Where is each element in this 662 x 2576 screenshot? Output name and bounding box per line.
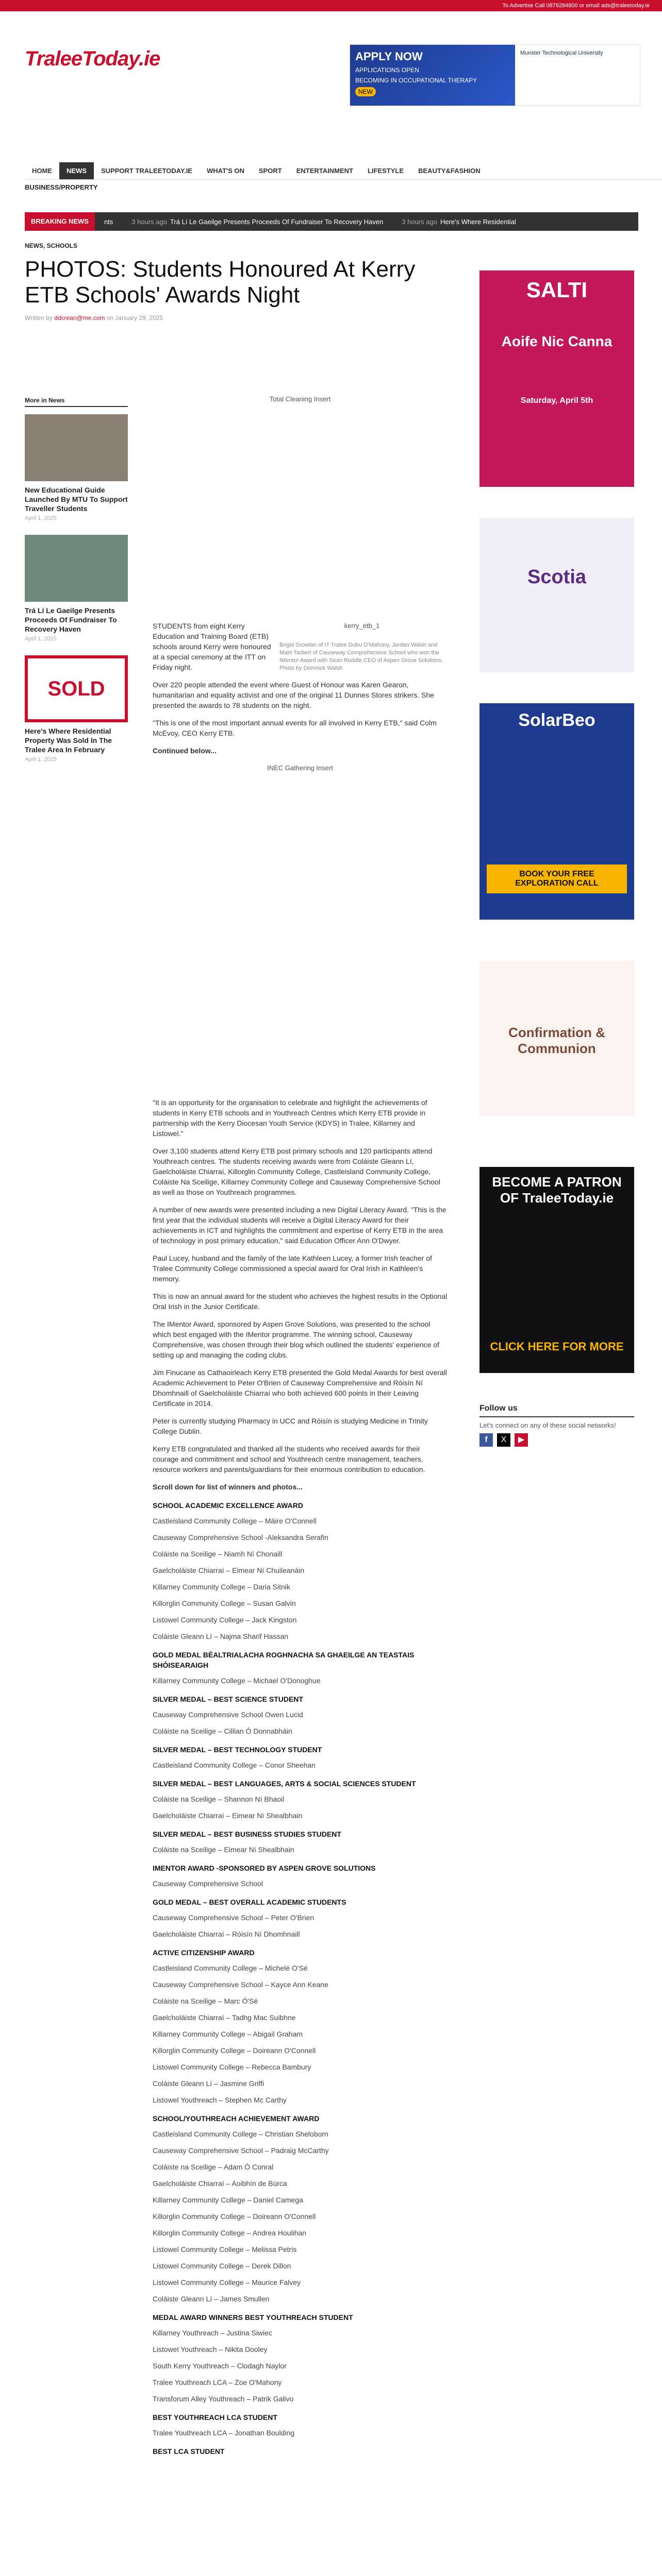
winner-entry: Listowel Community College – Derek Dillon [153, 2262, 291, 2270]
ad-title: APPLY NOW [355, 50, 423, 63]
list-item[interactable]: Trá Lí Le Gaeilge Presents Proceeds Of Fundraiser To Recovery Haven April 1, 2025 [25, 535, 128, 642]
site-logo[interactable]: TraleeToday.ie [25, 47, 160, 70]
winner-entry: Killorglin Community College – Doireann O'Connell [153, 2212, 316, 2221]
main-nav [25, 162, 662, 180]
winner-entry: Coláiste Gleann Lí – Najma Sharif Hassan [153, 1632, 289, 1640]
image-caption: Brigid Growlan of IT Tralee Dubu O'Mahony, Jordan Walsh and Mairt Tarbert of Causeway Comprehensive School who won the IMentor Award with Sean Ruddle CEO of Aspen Grove Solutions. Photo by Domnick Walsh [279, 642, 443, 671]
follow-us: Follow us Let's connect on any of these social networks! f X ▶ [479, 1404, 634, 1447]
continued-label: Continued below... [153, 747, 217, 755]
list-item[interactable]: New Educational Guide Launched By MTU To Support Traveller Students April 1, 2025 [25, 414, 128, 521]
header-ad[interactable] [350, 44, 640, 106]
winner-entry: Coláiste na Sceilige – Marc Ó'Sé [153, 1997, 258, 2005]
award-heading: SCHOOL/YOUTHREACH ACHIEVEMENT AWARD [153, 2114, 320, 2123]
image-placeholder: kerry_etb_1 [344, 622, 380, 630]
ad-line: BECOMING IN OCCUPATIONAL THERAPY [355, 77, 477, 84]
article-paragraph: Peter is currently studying Pharmacy in UCC and Róisín is studying Medicine in Trinity College Dublin. [153, 1417, 428, 1435]
more-in-news [25, 397, 128, 776]
facebook-icon[interactable]: f [479, 1433, 493, 1447]
winner-entry: Killorglin Community College – Andrea Houlihan [153, 2229, 307, 2237]
article-paragraph: Over 3,100 students attend Kerry ETB post primary schools and 120 participants attend Youthreach centres. The students receiving awards were from Coláiste Gleann Lí, Gaelcholáiste Chiarraí, Killorglin Community College, Castleisland Community College, Coláiste Na Sceilige, Killarney Community College and Causeway Comprehensive School as well as those on Youthreach programmes. [153, 1147, 440, 1196]
winner-entry: Causeway Comprehensive School Owen Lucid [153, 1710, 303, 1719]
article-paragraph: Jim Finucane as Cathaoirleach Kerry ETB presented the Gold Medal Awards for best overall Academic Achievement to Peter O'Brien of Causeway Comprehensive and Róisín Ní Dhomhnaill of Gaelcholáiste Chiarraí who both achieved 600 points in their Leaving Certificate in 2014. [153, 1368, 447, 1408]
award-heading: SILVER MEDAL – BEST SCIENCE STUDENT [153, 1695, 303, 1703]
article-paragraph: The IMentor Award, sponsored by Aspen Grove Solutions, was presented to the school which best engaged with the IMentor programme. The winning school, Causeway Comprehensive, was chosen through their blog which outlined the students' experience of setting up and managing the coding clubs. [153, 1320, 440, 1359]
winner-entry: Gaelcholáiste Chiarraí – Tadhg Mac Suibhne [153, 2013, 296, 2022]
ad-sub: APPLICATIONS OPEN [355, 66, 419, 74]
award-heading: SILVER MEDAL – BEST TECHNOLOGY STUDENT [153, 1745, 322, 1754]
winners-list [153, 1500, 448, 2456]
winner-entry: Causeway Comprehensive School [153, 1879, 263, 1888]
article-paragraph: Paul Lucey, husband and the family of the late Kathleen Lucey, a former Irish teacher of Tralee Community College commissioned a special award for Oral Irish in Kathleen's memory. [153, 1254, 432, 1283]
topbar [0, 0, 662, 11]
winner-entry: Causeway Comprehensive School -Aleksandra Serafin [153, 1533, 328, 1541]
winner-entry: Castleisland Community College – Christian Sheloborn [153, 2130, 328, 2138]
topbar-text: To Advertise Call 0879284800 or email ads@traleetoday.ie [502, 3, 650, 9]
winner-entry: Coláiste na Sceilige – Shannon Ní Bhaoil [153, 1795, 285, 1803]
winner-entry: Gaelcholáiste Chiarraí – Eimear Ní Chuileanáin [153, 1566, 305, 1574]
winner-entry: Killorglin Community College – Doireann O'Connell [153, 2046, 316, 2055]
more-news-heading: More in News [25, 397, 128, 407]
sidebar-ad[interactable]: Scotia [479, 518, 634, 672]
image-placeholder: Total Cleaning Insert [269, 395, 331, 403]
breaking-news-bar [25, 212, 638, 231]
sidebar [479, 270, 634, 1447]
article-paragraph: This is now an annual award for the student who achieves the highest results in the Optional Oral Irish in the Junior Certificate. [153, 1292, 448, 1311]
article-paragraph: "This is one of the most important annual events for all involved in Kerry ETB," said Colm McEvoy, CEO Kerry ETB. [153, 719, 437, 737]
winner-entry: Castleisland Community College – Michelé O'Sé [153, 1964, 308, 1972]
nav-beauty[interactable]: BEAUTY&FASHION [418, 167, 481, 175]
winner-entry: Castleisland Community College – Máire O'Connell [153, 1517, 317, 1525]
article-header [25, 242, 448, 321]
award-heading: BEST YOUTHREACH LCA STUDENT [153, 2413, 277, 2421]
winner-entry: Coláiste na Sceilige – Niamh Ní Chonaill [153, 1550, 283, 1558]
winner-entry: Listowel Community College – Maurice Falvey [153, 2278, 301, 2286]
article-body [153, 1097, 448, 2462]
ad-right: Munster Technological University [520, 50, 603, 56]
award-heading: SCHOOL ACADEMIC EXCELLENCE AWARD [153, 1501, 303, 1510]
sidebar-ad[interactable]: Confirmation & Communion [479, 961, 634, 1115]
youtube-icon[interactable]: ▶ [515, 1433, 528, 1447]
award-heading: GOLD MEDAL – BEST OVERALL ACADEMIC STUDENTS [153, 1898, 346, 1906]
scroll-note: Scroll down for list of winners and photos... [153, 1483, 303, 1491]
winner-entry: Killorglin Community College – Susan Galvin [153, 1599, 296, 1607]
winner-entry: Causeway Comprehensive School – Padraig McCarthy [153, 2146, 329, 2155]
article-title: PHOTOS: Students Honoured At Kerry ETB Schools' Awards Night [25, 257, 416, 308]
nav-lifestyle[interactable]: LIFESTYLE [367, 167, 404, 175]
winner-entry: Tralee Youthreach LCA – Zoe O'Mahony [153, 2378, 282, 2386]
award-heading: SILVER MEDAL – BEST LANGUAGES, ARTS & SOCIAL SCIENCES STUDENT [153, 1780, 416, 1788]
award-heading: BEST LCA STUDENT [153, 2447, 225, 2455]
breaking-tag: BREAKING NEWS [25, 212, 95, 231]
list-item[interactable]: SOLD Here's Where Residential Property Was Sold In The Tralee Area In February April 1, 2025 [25, 655, 128, 762]
winner-entry: Listowel Youthreach – Nikita Dooley [153, 2345, 268, 2353]
winner-entry: Gaelcholáiste Chiarraí – Aoibhín de Búrca [153, 2179, 287, 2188]
breaking-item[interactable]: 3 hours ago Trá Lí Le Gaeilge Presents Proceeds Of Fundraiser To Recovery Haven [131, 217, 384, 226]
author-link[interactable]: ddcrean@me.com [54, 314, 105, 321]
nav-support[interactable]: SUPPORT TRALEETODAY.IE [101, 167, 192, 175]
winner-entry: Tralee Youthreach LCA – Jonathan Boulding [153, 2429, 295, 2437]
ad-badge: NEW [355, 87, 376, 96]
winner-entry: Listowel Community College – Rebecca Bambury [153, 2063, 311, 2071]
x-icon[interactable]: X [497, 1433, 510, 1447]
article-paragraph: Over 220 people attended the event where Guest of Honour was Karen Gearon, humanitarian and equality activist and one of the original 11 Dunnes Stores strikers. She presented the awards to 78 students on the night. [153, 681, 435, 709]
winner-entry: Coláiste na Sceilige – Cillian Ó Donnabháin [153, 1727, 292, 1735]
sidebar-ad[interactable]: SALTI Aoife Nic Canna Saturday, April 5th [479, 270, 634, 487]
image-placeholder: INEC Gathering Insert [267, 764, 333, 772]
winner-entry: Killarney Community College – Daniel Camega [153, 2196, 303, 2204]
winner-entry: Killarney Community College – Abigail Graham [153, 2030, 303, 2038]
nav-home[interactable]: HOME [32, 167, 52, 175]
nav-sport[interactable]: SPORT [258, 167, 282, 175]
article-categories[interactable]: NEWS, SCHOOLS [25, 242, 78, 249]
article-paragraph: "It is an opportunity for the organisation to celebrate and highlight the achievements of students in Kerry ETB schools and in Youthreach Centres which Kerry ETB provide in partnership with the Kerry Diocesan Youth Service (KDYS) in Tralee, Killarney and Listowel." [153, 1098, 427, 1138]
article-body-top [153, 394, 448, 979]
winner-entry: Listowel Community College – Melissa Petris [153, 2245, 297, 2253]
winner-entry: Killarney Community College – Daria Sitnik [153, 1583, 290, 1591]
winner-entry: Gaelcholáiste Chiarraí – Eimear Ní Shealbhain [153, 1811, 303, 1820]
breaking-item[interactable]: nts [104, 217, 113, 226]
winner-entry: Killarney Community College – Michael O'Donoghue [153, 1676, 321, 1685]
winner-entry: Transforum Alley Youthreach – Patrik Galivo [153, 2395, 294, 2403]
article-paragraph: A number of new awards were presented including a new Digital Literacy Award. "This is the first year that the individual students will receive a Digital Literacy Award for their achievements in ICT and highlights the commitment and expertise of Kerry ETB in the area of technology in post primary education," said Education Officer Ann O'Dwyer. [153, 1206, 446, 1245]
news-thumb[interactable]: SOLD [25, 655, 128, 722]
award-heading: ACTIVE CITIZENSHIP AWARD [153, 1948, 255, 1957]
nav-news[interactable]: NEWS [59, 162, 94, 179]
winner-entry: Listowel Community College – Jack Kingston [153, 1616, 297, 1624]
award-heading: IMENTOR AWARD -SPONSORED BY ASPEN GROVE SOLUTIONS [153, 1864, 376, 1872]
winner-entry: Coláiste Gleann Lí – Jasmine Griffi [153, 2079, 264, 2088]
breaking-item[interactable]: 3 hours ago Here's Where Residential [402, 217, 516, 226]
byline: Written by ddcrean@me.com on January 29, 2025 [25, 314, 163, 321]
sidebar-ad[interactable]: BECOME A PATRON OF TraleeToday.ie CLICK HERE FOR MORE [479, 1167, 634, 1373]
winner-entry: Gaelcholáiste Chiarraí – Róisín Ní Dhomhnaill [153, 1930, 300, 1938]
header [0, 11, 662, 95]
winner-entry: Coláiste na Sceilige – Eimear Ní Shealbhain [153, 1845, 294, 1854]
nav-business[interactable]: BUSINESS/PROPERTY [25, 183, 98, 191]
award-heading: SILVER MEDAL – BEST BUSINESS STUDIES STUDENT [153, 1830, 341, 1838]
winner-entry: Castleisland Community College – Conor Sheehan [153, 1761, 316, 1769]
winner-entry: Listowel Youthreach – Stephen Mc Carthy [153, 2096, 287, 2104]
nav-whats-on[interactable]: WHAT'S ON [206, 167, 244, 175]
winner-entry: Causeway Comprehensive School – Peter O'Brien [153, 1913, 315, 1922]
nav-entertainment[interactable]: ENTERTAINMENT [296, 167, 353, 175]
winner-entry: South Kerry Youthreach – Clodagh Naylor [153, 2362, 287, 2370]
award-heading: GOLD MEDAL BÉALTRIALACHA ROGHNACHA SA GHAEILGE AN TEASTAIS SHÓISEARAIGH [153, 1651, 415, 1669]
award-heading: MEDAL AWARD WINNERS BEST YOUTHREACH STUDENT [153, 2313, 353, 2321]
winner-entry: Coláiste Gleann Lí – James Smullen [153, 2295, 270, 2303]
winner-entry: Killarney Youthreach – Justina Siwiec [153, 2329, 272, 2337]
article-paragraph: STUDENTS from eight Kerry Education and Training Board (ETB) schools around Kerry were honoured at a special ceremony at the ITT on Friday night. [153, 622, 271, 671]
winner-entry: Coláiste na Sceilige – Adam Ó Conral [153, 2163, 274, 2171]
article-paragraph: Kerry ETB congratulated and thanked all the students who received awards for their courage and commitment and school and Youthreach centre management, teachers, resource workers and parents/guardians for their enormous contribution to education. [153, 1445, 425, 1473]
winner-entry: Causeway Comprehensive School – Kayce Ann Keane [153, 1980, 328, 1989]
sidebar-ad[interactable]: SolarBeo BOOK YOUR FREE EXPLORATION CALL [479, 703, 634, 920]
news-thumb[interactable] [25, 414, 128, 481]
news-thumb[interactable] [25, 535, 128, 602]
